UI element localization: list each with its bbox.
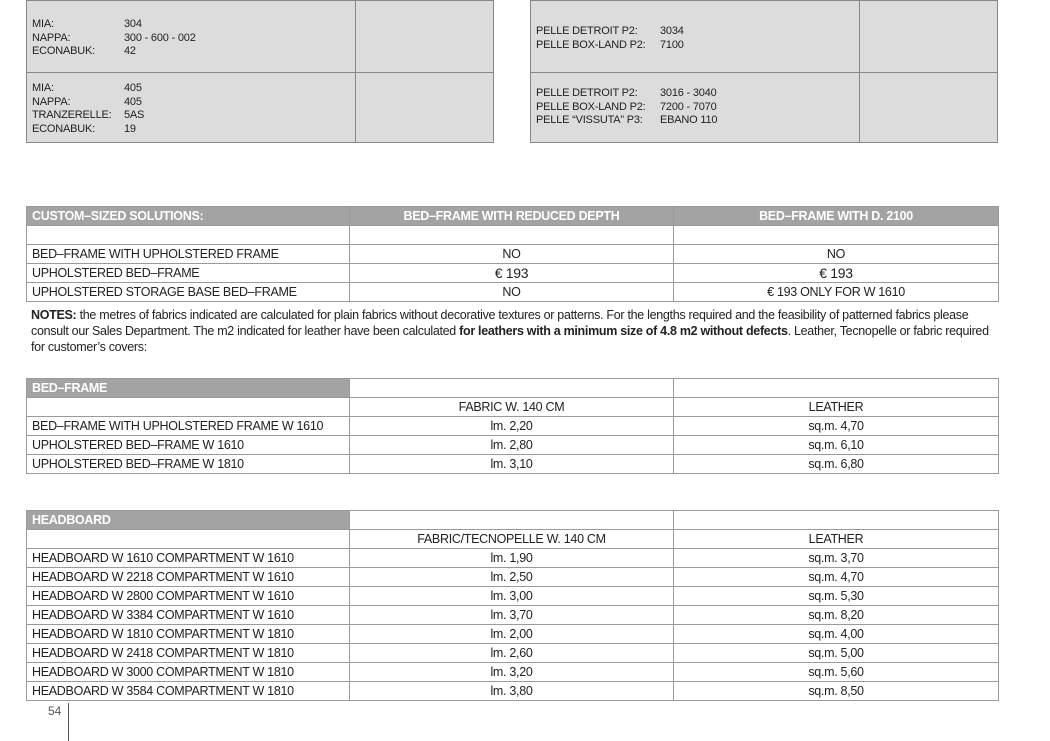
table-row xyxy=(27,606,999,625)
custom-sizes-table xyxy=(26,206,999,302)
swatch-label: PELLE “VISSUTA” P3: xyxy=(536,114,643,126)
swatch-line xyxy=(536,39,684,53)
table-subheader-row xyxy=(27,398,999,417)
swatch-value: 42 xyxy=(124,45,136,57)
swatch-line xyxy=(536,114,717,128)
table-row xyxy=(27,625,999,644)
row-label: HEADBOARD W 2418 COMPARTMENT W 1810 xyxy=(27,644,350,663)
cell-fabric: lm. 3,20 xyxy=(350,663,674,682)
row-label: UPHOLSTERED BED–FRAME W 1810 xyxy=(27,455,350,474)
table-row xyxy=(27,245,999,264)
swatch-value: 304 xyxy=(124,18,142,30)
swatch-label: TRANZERELLE: xyxy=(32,109,112,121)
notes-label: NOTES: xyxy=(31,308,77,322)
table-row xyxy=(27,644,999,663)
cell-fabric: lm. 2,60 xyxy=(350,644,674,663)
bedframe-title: BED–FRAME xyxy=(27,379,350,398)
cell-value: NO xyxy=(674,245,999,264)
swatch-line xyxy=(32,32,196,46)
swatch-line xyxy=(32,109,144,123)
table-header-row xyxy=(27,379,999,398)
swatch-list xyxy=(32,82,144,136)
swatch-label: NAPPA: xyxy=(32,95,71,108)
cell-leather: sq.m. 5,60 xyxy=(674,663,999,682)
table-row xyxy=(27,587,999,606)
swatch-row-divider xyxy=(531,72,997,73)
cell-value: NO xyxy=(350,283,674,302)
cell-fabric: lm. 2,80 xyxy=(350,436,674,455)
cell-leather: sq.m. 5,30 xyxy=(674,587,999,606)
table-row xyxy=(27,436,999,455)
swatch-label: PELLE DETROIT P2: xyxy=(536,25,638,37)
cell-leather: sq.m. 4,70 xyxy=(674,568,999,587)
swatch-line xyxy=(32,45,196,59)
swatch-line xyxy=(536,25,684,39)
row-label: UPHOLSTERED STORAGE BASE BED–FRAME xyxy=(27,283,350,302)
header-empty-cell xyxy=(674,379,999,398)
cell-fabric: lm. 3,00 xyxy=(350,587,674,606)
swatch-box-leathers xyxy=(530,0,998,143)
swatch-line xyxy=(32,18,196,32)
swatch-value: 3016 - 3040 xyxy=(660,87,717,99)
headboard-title: HEADBOARD xyxy=(27,511,350,530)
custom-header-reduced-depth: BED–FRAME WITH REDUCED DEPTH xyxy=(350,207,674,226)
swatch-line xyxy=(32,96,144,110)
swatch-value: 405 xyxy=(124,82,142,94)
price-cell: € 193 xyxy=(674,264,999,283)
swatch-line xyxy=(536,87,717,101)
row-label: HEADBOARD W 2218 COMPARTMENT W 1610 xyxy=(27,568,350,587)
page-number: 54 xyxy=(48,704,62,718)
swatch-label: MIA: xyxy=(32,18,54,30)
table-header-row xyxy=(27,207,999,226)
header-empty-cell xyxy=(674,511,999,530)
cell-fabric: lm. 2,20 xyxy=(350,417,674,436)
cell-fabric: lm. 3,70 xyxy=(350,606,674,625)
empty-cell xyxy=(27,530,350,549)
swatch-label: ECONABUK: xyxy=(32,45,95,57)
cell-leather: sq.m. 4,00 xyxy=(674,625,999,644)
row-label: UPHOLSTERED BED–FRAME W 1610 xyxy=(27,436,350,455)
col-header-fabric: FABRIC/TECNOPELLE W. 140 CM xyxy=(350,530,674,549)
swatch-value: 7100 xyxy=(660,38,684,51)
row-label: HEADBOARD W 3000 COMPARTMENT W 1810 xyxy=(27,663,350,682)
swatch-label: MIA: xyxy=(32,82,54,94)
swatch-label: ECONABUK: xyxy=(32,122,95,135)
row-label: BED–FRAME WITH UPHOLSTERED FRAME W 1610 xyxy=(27,417,350,436)
table-row xyxy=(27,455,999,474)
cell-fabric: lm. 2,50 xyxy=(350,568,674,587)
custom-header-label: CUSTOM–SIZED SOLUTIONS: xyxy=(27,207,350,226)
row-label: HEADBOARD W 1810 COMPARTMENT W 1810 xyxy=(27,625,350,644)
notes-text: . Leather, Tecnopelle or fabric required for customer’s covers: xyxy=(31,324,989,354)
table-row xyxy=(27,682,999,701)
headboard-table xyxy=(26,510,999,701)
cell-leather: sq.m. 3,70 xyxy=(674,549,999,568)
table-spacer-row xyxy=(27,226,999,245)
swatch-value: 300 - 600 - 002 xyxy=(124,31,196,44)
row-label: UPHOLSTERED BED–FRAME xyxy=(27,264,350,283)
bedframe-table xyxy=(26,378,999,474)
cell-leather: sq.m. 4,70 xyxy=(674,417,999,436)
cell-fabric: lm. 1,90 xyxy=(350,549,674,568)
swatch-list xyxy=(32,18,196,59)
row-label: BED–FRAME WITH UPHOLSTERED FRAME xyxy=(27,245,350,264)
row-label: HEADBOARD W 2800 COMPARTMENT W 1610 xyxy=(27,587,350,606)
row-label: HEADBOARD W 3584 COMPARTMENT W 1810 xyxy=(27,682,350,701)
swatch-value: 405 xyxy=(124,95,142,108)
swatch-label: PELLE DETROIT P2: xyxy=(536,87,638,99)
col-header-leather: LEATHER xyxy=(674,530,999,549)
swatch-box-fabrics xyxy=(26,0,494,143)
table-subheader-row xyxy=(27,530,999,549)
swatch-label: PELLE BOX-LAND P2: xyxy=(536,100,646,113)
cell-value: NO xyxy=(350,245,674,264)
cell-leather: sq.m. 8,20 xyxy=(674,606,999,625)
table-row xyxy=(27,283,999,302)
notes-emphasis: for leathers with a minimum size of 4.8 m2 without defects xyxy=(459,324,788,338)
page-number-rule xyxy=(68,703,69,741)
swatch-label: PELLE BOX-LAND P2: xyxy=(536,38,646,51)
notes-paragraph xyxy=(31,307,1001,355)
cell-leather: sq.m. 5,00 xyxy=(674,644,999,663)
cell-fabric: lm. 3,10 xyxy=(350,455,674,474)
empty-cell xyxy=(27,398,350,417)
swatch-value: 5AS xyxy=(124,109,145,121)
custom-header-d2100: BED–FRAME WITH D. 2100 xyxy=(674,207,999,226)
cell-fabric: lm. 2,00 xyxy=(350,625,674,644)
notes-text: the metres of fabrics indicated are calculated for plain fabrics without decorative textures or patterns. For the lengths required and the feasibility of patterned fabrics please consult our Sales Department. The m2 indicated for leather have been calculated xyxy=(31,308,969,338)
cell-fabric: lm. 3,80 xyxy=(350,682,674,701)
table-header-row xyxy=(27,511,999,530)
swatch-label: NAPPA: xyxy=(32,31,71,44)
price-cell: € 193 ONLY FOR W 1610 xyxy=(674,283,999,302)
col-header-fabric: FABRIC W. 140 CM xyxy=(350,398,674,417)
swatch-row-divider xyxy=(27,72,493,73)
cell-leather: sq.m. 8,50 xyxy=(674,682,999,701)
swatch-list xyxy=(536,87,717,128)
swatch-list xyxy=(536,25,684,52)
swatch-value: EBANO 110 xyxy=(660,114,718,126)
table-row xyxy=(27,417,999,436)
swatch-line xyxy=(32,82,144,96)
cell-leather: sq.m. 6,10 xyxy=(674,436,999,455)
price-cell: € 193 xyxy=(350,264,674,283)
header-empty-cell xyxy=(350,379,674,398)
row-label: HEADBOARD W 3384 COMPARTMENT W 1610 xyxy=(27,606,350,625)
col-header-leather: LEATHER xyxy=(674,398,999,417)
table-row xyxy=(27,264,999,283)
swatch-value: 19 xyxy=(124,122,136,135)
swatch-value: 7200 - 7070 xyxy=(660,100,717,113)
header-empty-cell xyxy=(350,511,674,530)
cell-leather: sq.m. 6,80 xyxy=(674,455,999,474)
swatch-value: 3034 xyxy=(660,25,684,37)
swatch-line xyxy=(536,101,717,115)
table-row xyxy=(27,549,999,568)
row-label: HEADBOARD W 1610 COMPARTMENT W 1610 xyxy=(27,549,350,568)
swatch-line xyxy=(32,123,144,137)
table-row xyxy=(27,663,999,682)
table-row xyxy=(27,568,999,587)
